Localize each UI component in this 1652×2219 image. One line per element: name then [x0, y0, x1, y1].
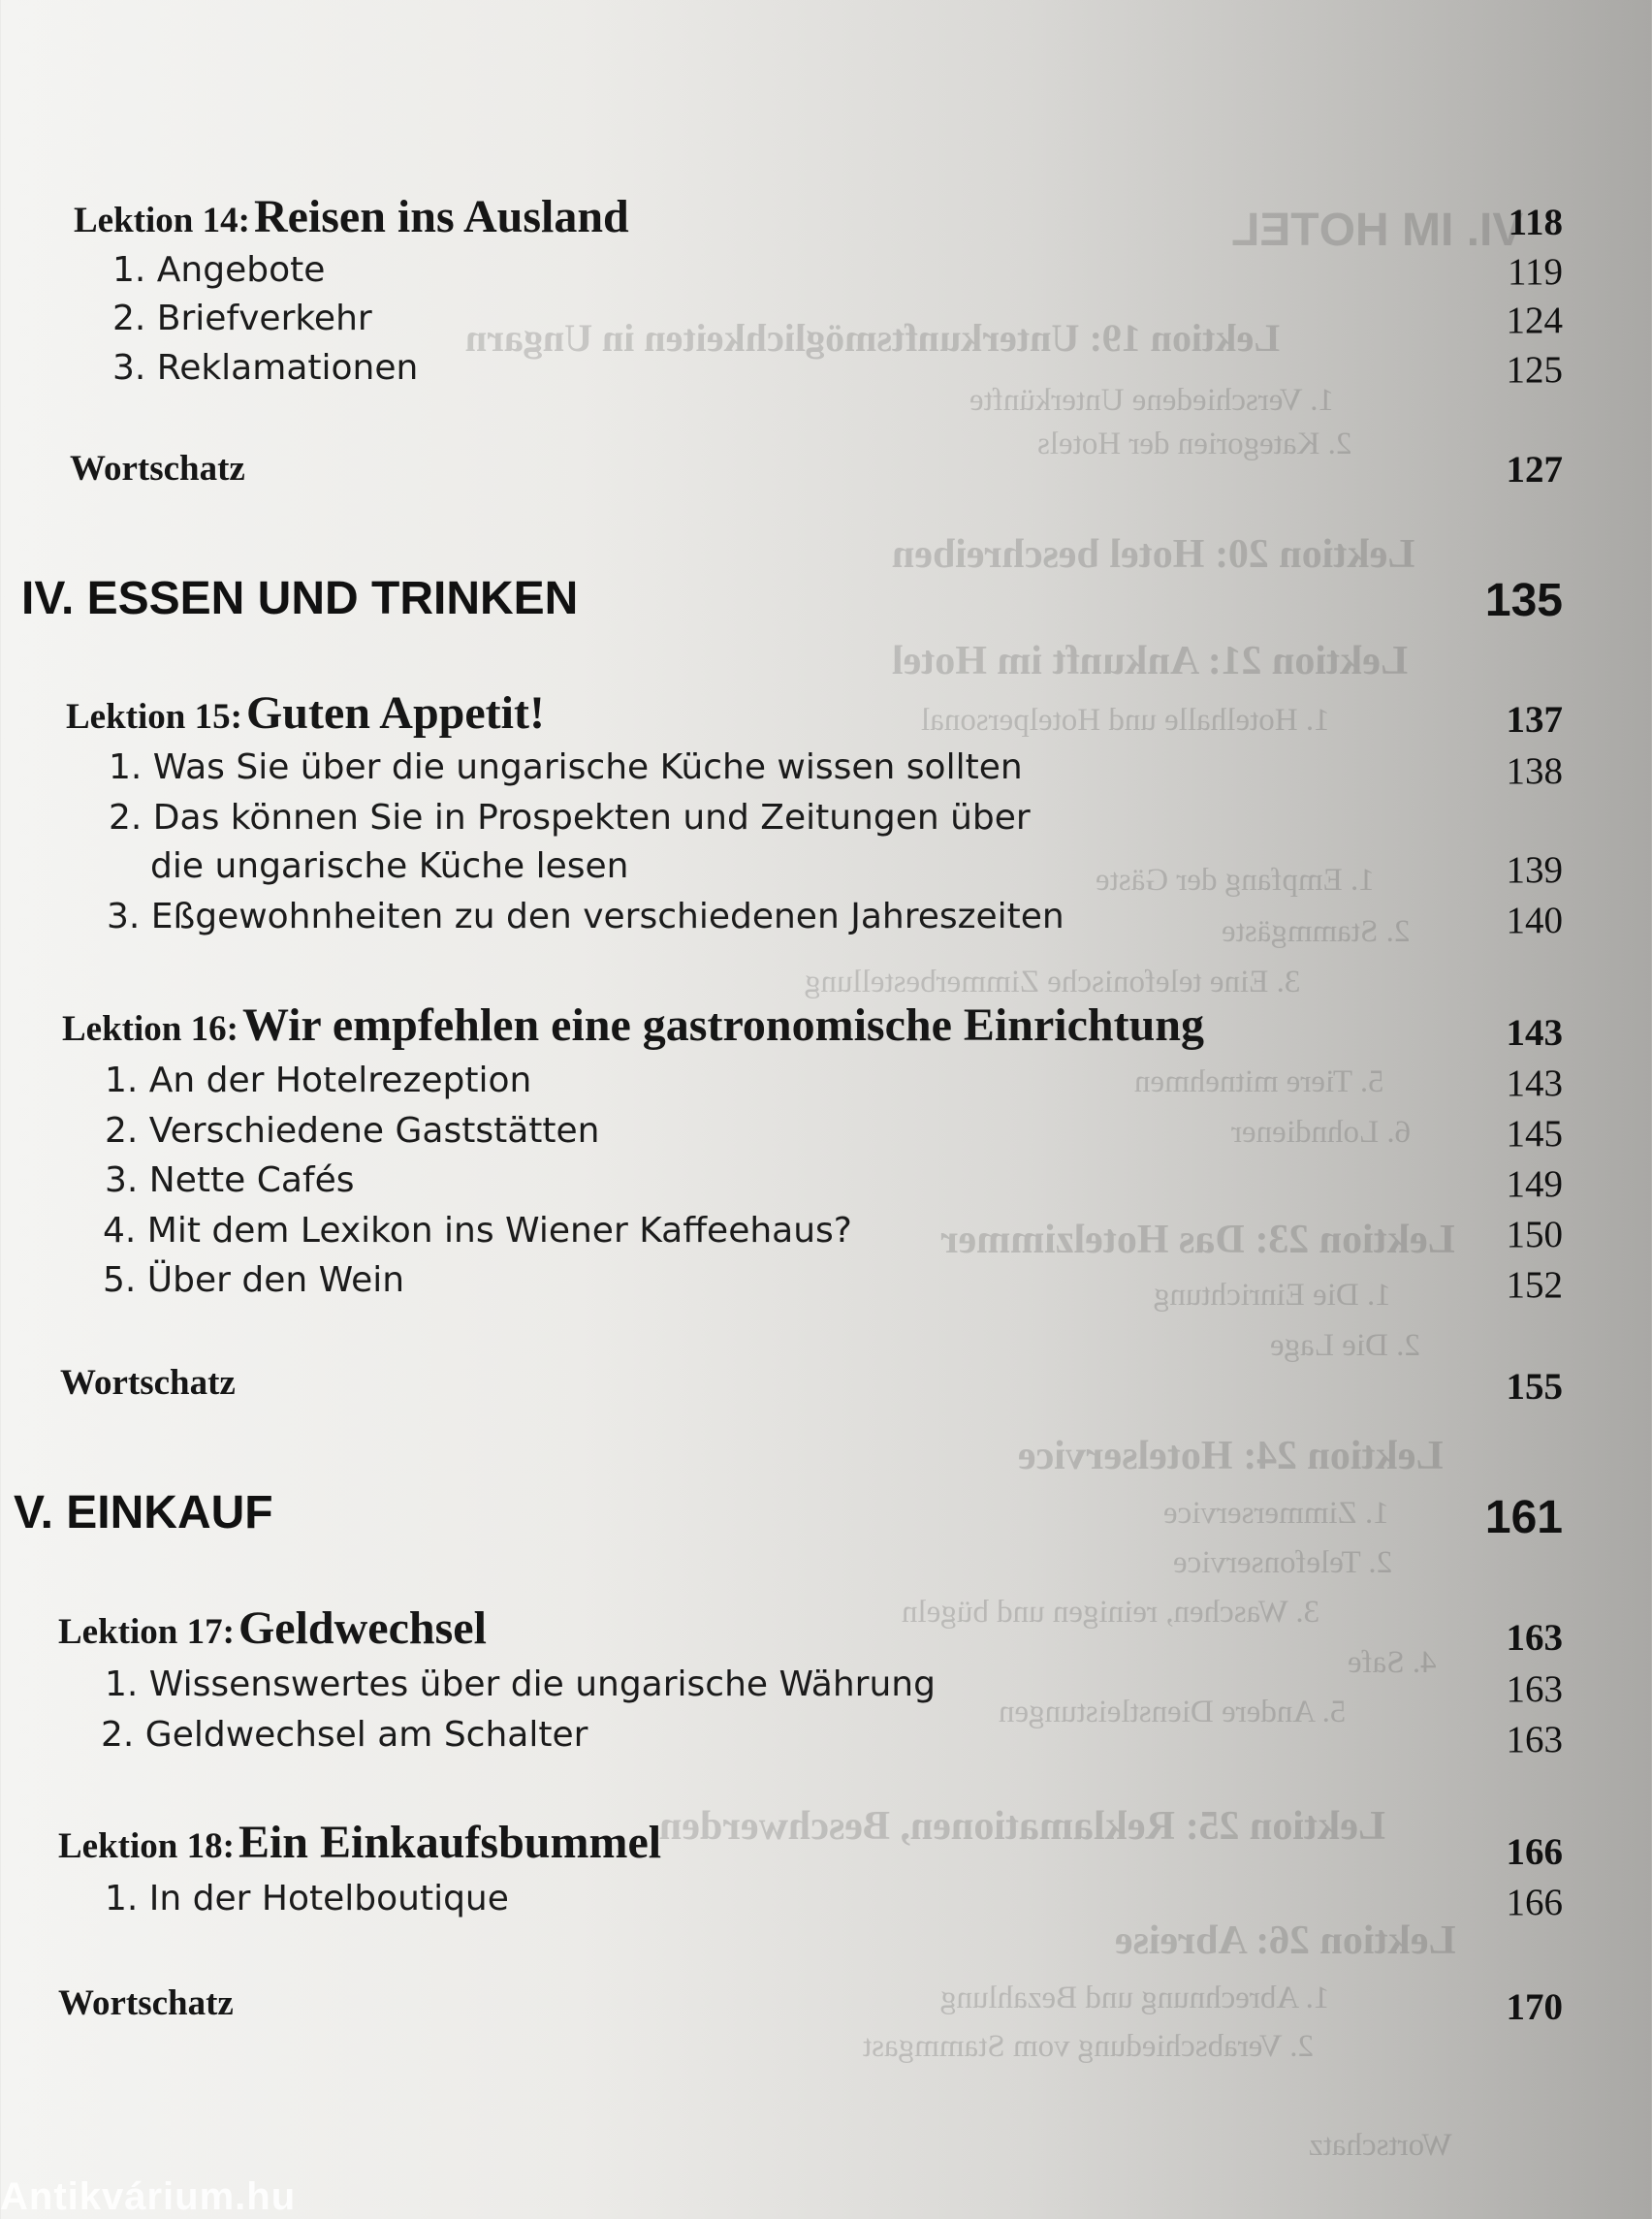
toc-wortschatz: Wortschatz: [60, 1363, 236, 1403]
show-through-line: 5. Tiere mitnehmen: [1134, 1064, 1384, 1099]
show-through-line: 2. Die Lage: [1270, 1328, 1420, 1363]
show-through-line: Lektion 21: Ankunft im Hotel: [892, 639, 1409, 683]
show-through-line: 2. Stammgäste: [1222, 914, 1411, 949]
show-through-line: 3. Waschen, reinigen und bügeln: [902, 1595, 1320, 1630]
show-through-line: 4. Safe: [1348, 1645, 1437, 1680]
page-number: 161: [1484, 1492, 1563, 1543]
toc-section-heading: IV. ESSEN UND TRINKEN: [21, 573, 579, 624]
toc-lektion-17: [58, 1601, 487, 1655]
show-through-line: Lektion 19: Unterkunftsmöglichkeiten in Ungarn: [465, 316, 1281, 360]
page-number: 118: [1508, 202, 1563, 243]
show-through-line: 3. Eine telefonische Zimmerbestellung: [805, 965, 1301, 999]
lektion-title: Ein Einkaufsbummel: [238, 1817, 662, 1868]
toc-item: 2. Briefverkehr: [112, 299, 372, 338]
show-through-line: Lektion 23: Das Hotelzimmer: [940, 1218, 1455, 1262]
page-number: 166: [1506, 1882, 1563, 1923]
show-through-line: 1. Die Einrichtung: [1154, 1278, 1391, 1313]
show-through-line: 1. Verschiedene Unterkünfte: [969, 383, 1335, 418]
lektion-label: Lektion 15:: [66, 697, 242, 737]
toc-item: 3. Nette Cafés: [105, 1160, 355, 1200]
lektion-label: Lektion 17:: [58, 1612, 235, 1652]
toc-item: 1. Was Sie über die ungarische Küche wissen sollten: [109, 747, 1023, 787]
toc-lektion-15: [66, 686, 545, 740]
toc-lektion-18: [58, 1816, 661, 1869]
page-number: 155: [1506, 1366, 1563, 1408]
show-through-line: Lektion 26: Abreise: [1115, 1918, 1456, 1963]
toc-item: 1. In der Hotelboutique: [105, 1879, 509, 1918]
toc-item: 3. Reklamationen: [112, 348, 419, 388]
page-number: 124: [1506, 300, 1563, 341]
show-through-line: Lektion 25: Reklamationen, Beschwerden: [659, 1804, 1385, 1849]
page-number: 150: [1506, 1214, 1563, 1255]
page-number: 127: [1506, 449, 1563, 491]
page-number: 163: [1506, 1668, 1563, 1710]
toc-item: 2. Verschiedene Gaststätten: [105, 1111, 600, 1151]
page-number: 152: [1506, 1264, 1563, 1306]
show-through-line: 1. Empfang der Gäste: [1096, 863, 1375, 898]
toc-item-continuation: die ungarische Küche lesen: [150, 846, 629, 886]
toc-item: 5. Über den Wein: [103, 1260, 405, 1300]
page-number: 138: [1506, 750, 1563, 792]
page-number: 125: [1506, 349, 1563, 391]
toc-item: 4. Mit dem Lexikon ins Wiener Kaffeehaus?: [103, 1211, 852, 1251]
show-through-line: 5. Andere Dienstleistungen: [999, 1695, 1347, 1729]
lektion-label: Lektion 16:: [62, 1009, 238, 1049]
lektion-title: Geldwechsel: [238, 1602, 487, 1654]
show-through-line: 2. Kategorien der Hotels: [1037, 427, 1352, 461]
toc-section-heading: V. EINKAUF: [14, 1487, 273, 1538]
watermark-footer: Antikvárium.hu: [0, 2175, 297, 2218]
lektion-title: Wir empfehlen eine gastronomische Einrichtung: [241, 999, 1204, 1051]
show-through-line: 2. Telefonservice: [1173, 1545, 1393, 1580]
toc-lektion-16: [62, 999, 1204, 1052]
show-through-line: Lektion 24: Hotelservice: [1018, 1434, 1444, 1478]
show-through-line: 6. Lohndiener: [1231, 1115, 1412, 1150]
toc-item: 3. Eßgewohnheiten zu den verschiedenen Jahreszeiten: [107, 897, 1064, 936]
page-number: 145: [1506, 1113, 1563, 1155]
page-number: 170: [1506, 1986, 1563, 2028]
page-number: 166: [1506, 1831, 1563, 1873]
page-number: 149: [1506, 1163, 1563, 1205]
page-number: 143: [1506, 1012, 1563, 1054]
lektion-title: Guten Appetit!: [245, 687, 545, 739]
toc-wortschatz: Wortschatz: [70, 449, 245, 489]
show-through-line: 2. Verabschiedung vom Stammgast: [863, 2029, 1314, 2064]
page-number: 140: [1506, 900, 1563, 941]
lektion-label: Lektion 14:: [74, 201, 250, 240]
toc-wortschatz: Wortschatz: [58, 1983, 234, 2023]
page-number: 135: [1484, 575, 1563, 626]
page-number: 137: [1506, 699, 1563, 741]
page-number: 163: [1506, 1617, 1563, 1659]
toc-item: 1. Angebote: [112, 250, 326, 290]
show-through-line: 1. Zimmerservice: [1163, 1496, 1389, 1531]
lektion-title: Reisen ins Ausland: [253, 191, 629, 242]
toc-item: 1. Wissenswertes über die ungarische Währung: [105, 1664, 936, 1704]
show-through-line: 1. Hotelhalle und Hotelpersonal: [921, 703, 1330, 738]
show-through-line: 1. Abrechnung und Bezahlung: [940, 1981, 1330, 2015]
lektion-label: Lektion 18:: [58, 1826, 235, 1866]
page-number: 119: [1507, 251, 1563, 293]
toc-lektion-14: [74, 190, 629, 243]
show-through-line: Wortschatz: [1309, 2128, 1452, 2163]
toc-item: 2. Geldwechsel am Schalter: [101, 1715, 588, 1755]
page-number: 139: [1506, 849, 1563, 891]
page-number: 163: [1506, 1719, 1563, 1760]
show-through-line: Lektion 20: Hotel beschreiben: [892, 532, 1415, 577]
toc-item: 2. Das können Sie in Prospekten und Zeitungen über: [109, 798, 1031, 838]
page-number: 143: [1506, 1062, 1563, 1104]
show-through-line: VI. IM HOTEL: [1231, 205, 1524, 256]
toc-item: 1. An der Hotelrezeption: [105, 1061, 532, 1100]
